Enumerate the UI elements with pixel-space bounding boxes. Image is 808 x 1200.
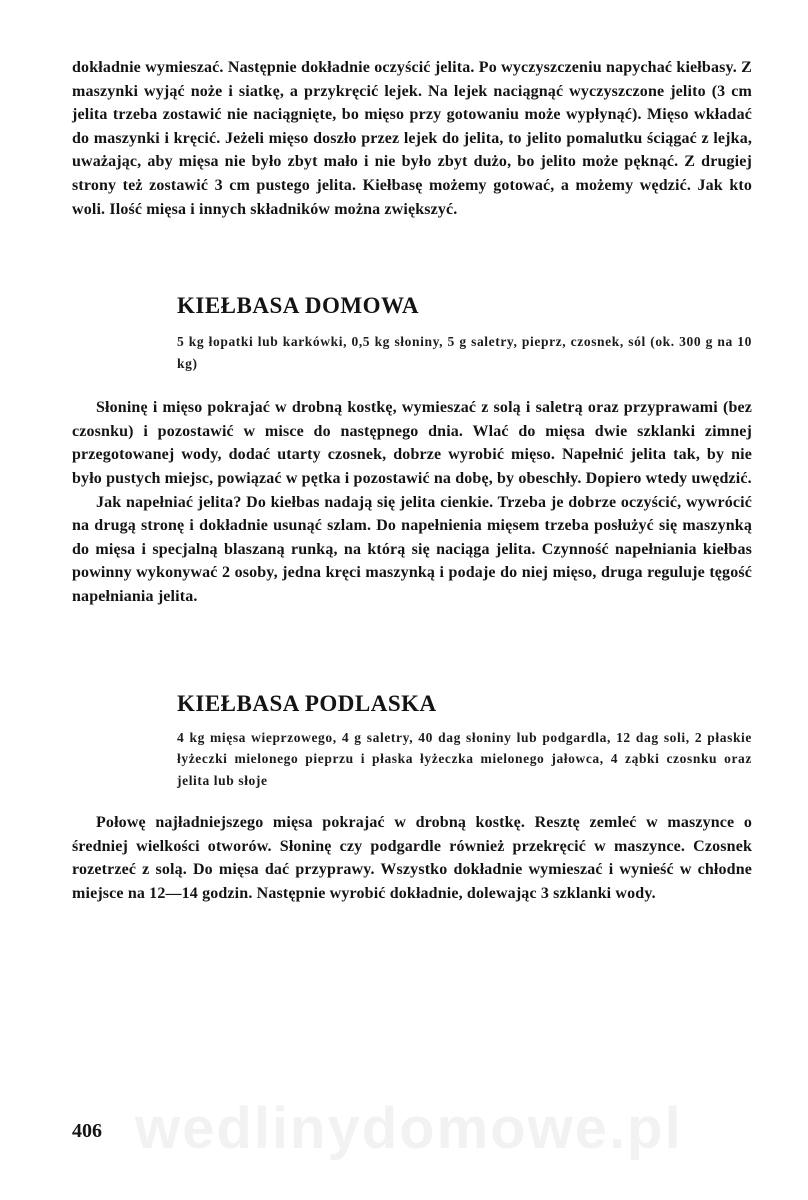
recipe-heading: KIEŁBASA DOMOWA [177, 293, 420, 319]
book-page [72, 56, 752, 905]
watermark: wedlinydomowe.pl [135, 1096, 683, 1161]
ingredients-list: 4 kg mięsa wieprzowego, 4 g saletry, 40 dag słoniny lub podgardla, 12 dag soli, 2 płaskie łyżeczki mielonego pieprzu i płaska łyżeczka mielonego jałowca, 4 ząbki czosnku oraz jelita lub słoje [177, 729, 752, 788]
method-paragraph: Połowę najładniejszego mięsa pokrajać w drobną kostkę. Resztę zemleć w maszynce o średniej wielkości otworów. Słoninę czy podgardle również przekręcić w maszynce. Czosnek rozetrzeć z solą. Do mięsa dać przyprawy. Wszystko dokładnie wymieszać i wynieść w chłodne miejsce na 12—14 godzin. Następnie wyrobić dokładnie, dolewając 3 szklanki wody. [72, 814, 752, 902]
method-paragraph: Słoninę i mięso pokrajać w drobną kostkę, wymieszać z solą i saletrą oraz przyprawami (bez czosnku) i pozostawić w misce do następnego dnia. Wlać do mięsa dwie szklanki zimnej przegotowanej wody, dodać utarty czosnek, dobrze wyrobić mięso. Napełnić jelita tak, by nie było pustych miejsc, powiązać w pętka i pozostawić na dobę, by obeschły. Dopiero wtedy uwędzić. [72, 399, 752, 487]
method-paragraph: Jak napełniać jelita? Do kiełbas nadają się jelita cienkie. Trzeba je dobrze oczyścić, wywrócić na drugą stronę i dokładnie usunąć szlam. Do napełnienia mięsem trzeba posłużyć się maszynką do mięsa i specjalną blaszaną runką, na którą się naciąga jelita. Czynność napełniania kiełbas powinny wykonywać 2 osoby, jedna kręci maszynką i podaje do niej mięso, druga reguluje tęgość napełniania jelita. [72, 493, 752, 605]
recipe-section-kielbasa-domowa [72, 293, 752, 608]
intro-paragraph: dokładnie wymieszać. Następnie dokładnie oczyścić jelita. Po wyczyszczeniu napychać kiełbasy. Z maszynki wyjąć noże i siatkę, a przykręcić lejek. Na lejek naciągnąć wyczyszczone jelito (3 cm jelita trzeba zostawić nie naciągnięte, bo mięso przy gotowaniu może wypłynąć). Mięso wkładać do maszynki i kręcić. Jeżeli mięso doszło przez lejek do jelita, to jelito pomalutku ściągać z lejka, uważając, aby mięsa nie było zbyt mało i nie było zbyt dużo, bo jelito może pęknąć. Z drugiej strony też zostawić 3 cm pustego jelita. Kiełbasę możemy gotować, a możemy wędzić. Jak kto woli. Ilość mięsa i innych składników można zwiększyć. [72, 59, 752, 218]
ingredients-list: 5 kg łopatki lub karkówki, 0,5 kg słoniny, 5 g saletry, pieprz, czosnek, sól (ok. 300 g na 10 kg) [177, 334, 752, 371]
recipe-heading: KIEŁBASA PODLASKA [177, 690, 437, 716]
recipe-section-kielbasa-podlaska [72, 691, 752, 906]
page-number: 406 [72, 1120, 102, 1142]
